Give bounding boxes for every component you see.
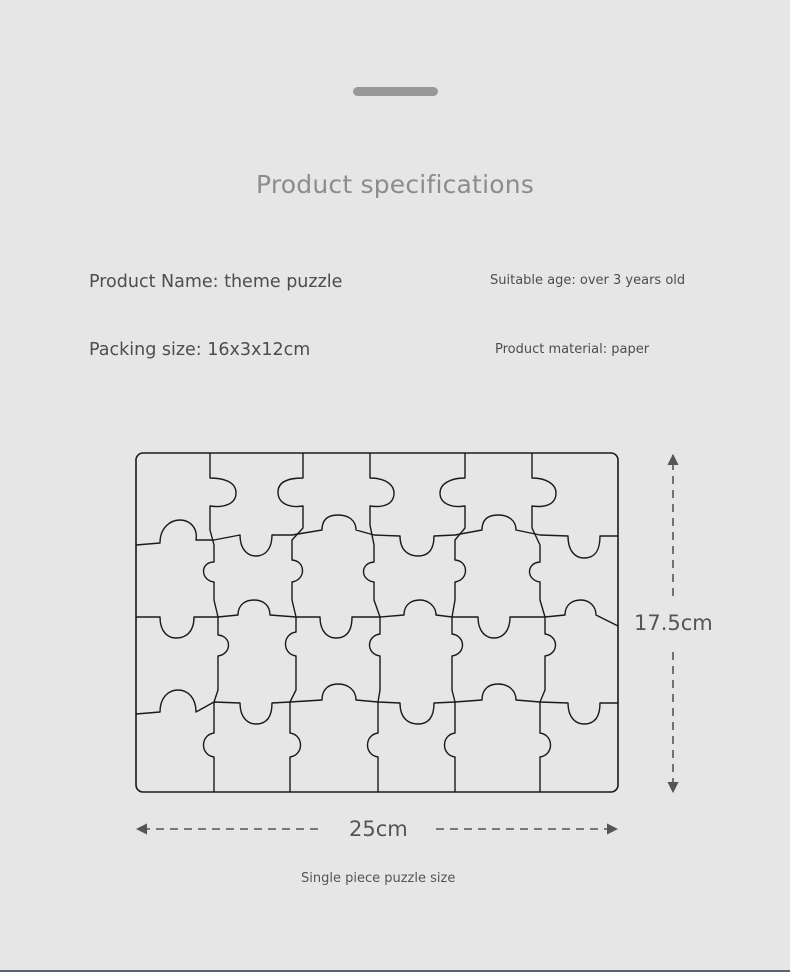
- spec-product-material: Product material: paper: [495, 342, 650, 357]
- height-label: 17.5cm: [634, 611, 713, 635]
- page-title: Product specifications: [256, 170, 534, 199]
- spec-packing-size: Packing size: 16x3x12cm: [89, 340, 311, 360]
- width-label: 25cm: [349, 817, 408, 841]
- spec-suitable-age: Suitable age: over 3 years old: [490, 273, 686, 288]
- diagram-caption: Single piece puzzle size: [301, 871, 456, 886]
- spec-product-name: Product Name: theme puzzle: [89, 272, 343, 292]
- puzzle-cut-lines: [136, 453, 618, 792]
